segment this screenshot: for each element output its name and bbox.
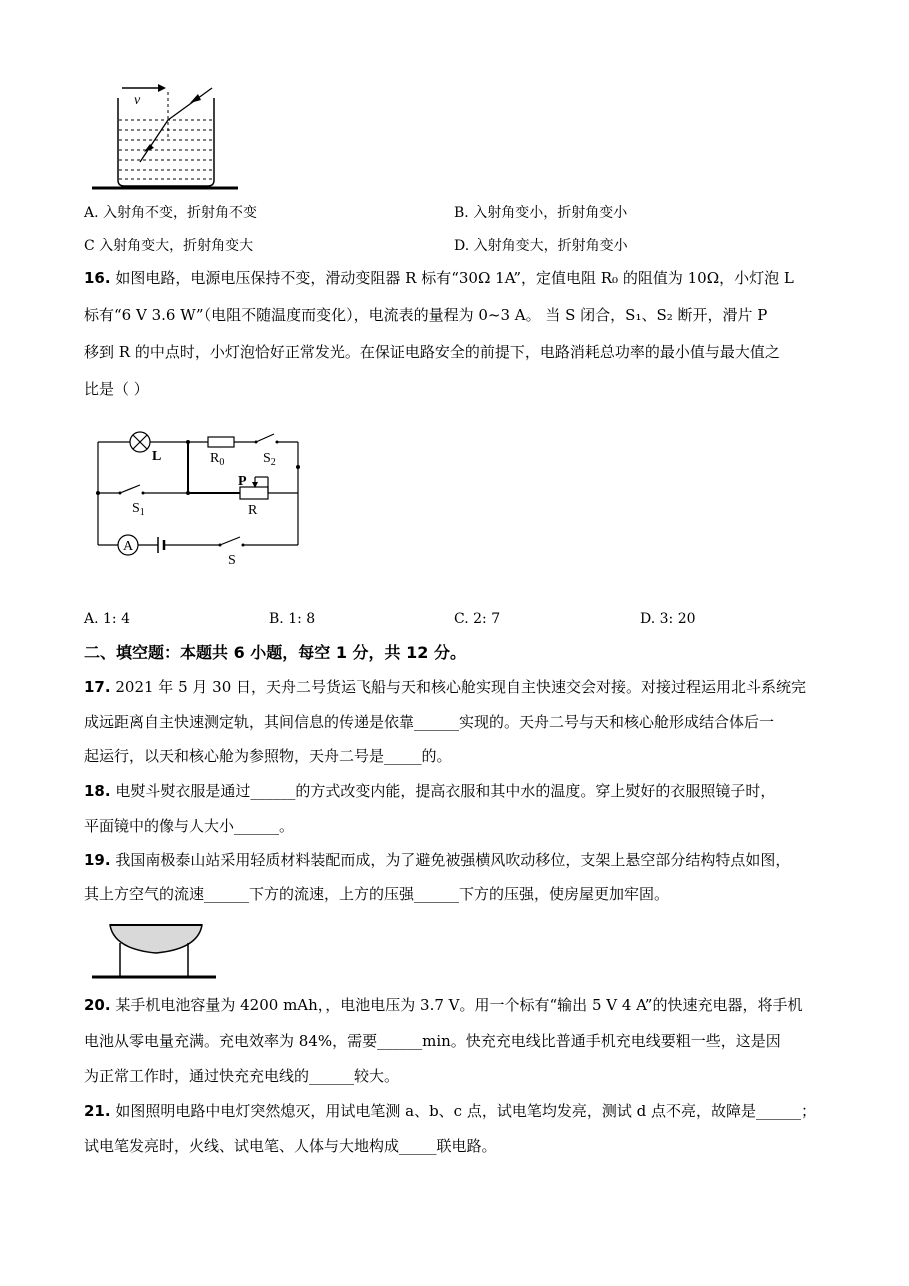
q17-line-2: 成远距离自主快速测定轨，其间信息的传递是依靠______实现的。天舟二号与天和核心舱形成结合体后一 — [84, 713, 775, 731]
q16-option-c: C. 2: 7 — [454, 611, 501, 627]
q21-line-2: 试电笔发亮时，火线、试电笔、人体与大地构成_____联电路。 — [84, 1137, 497, 1155]
velocity-label: v — [134, 93, 141, 108]
slider-p-label: P — [238, 474, 247, 489]
q16-line-1: 16. 如图电路，电源电压保持不变，滑动变阻器 R 标有“30Ω 1A”，定值电阻 R₀ 的阻值为 10Ω，小灯泡 L — [84, 269, 794, 287]
lamp-label: L — [152, 449, 162, 464]
q16-line-4: 比是（ ） — [84, 380, 149, 398]
q17-line-1: 17. 2021 年 5 月 30 日，天舟二号货运飞船与天和核心舱实现自主快速交会对接。对接过程运用北斗系统完 — [84, 678, 807, 696]
rheostat-r-label: R — [248, 503, 258, 518]
q19-station-figure — [90, 915, 220, 985]
q20-line-1: 20. 某手机电池容量为 4200 mAh，，电池电压为 3.7 V。用一个标有“输出 5 V 4 A”的快速充电器，将手机 — [84, 996, 803, 1014]
q19-line-2: 其上方空气的流速______下方的流速，上方的压强______下方的压强，使房屋更加牢固。 — [84, 885, 670, 903]
q18-line-2: 平面镜中的像与人大小______。 — [84, 817, 295, 835]
q15-option-d: D. 入射角变大，折射角变小 — [454, 238, 628, 254]
q19-line-1: 19. 我国南极泰山站采用轻质材料装配而成，为了避免被强横风吹动移位，支架上悬空部分结构特点如图， — [84, 851, 791, 869]
q16-circuit-diagram — [90, 420, 310, 570]
q15-option-a: A. 入射角不变，折射角不变 — [84, 205, 258, 221]
ammeter-label: A — [123, 539, 134, 554]
q21-line-1: 21. 如图照明电路中电灯突然熄灭，用试电笔测 a、b、c 点，试电笔均发亮，测试 d 点不亮，故障是______； — [84, 1102, 816, 1120]
q20-line-2: 电池从零电量充满。充电效率为 84%，需要______min。快充充电线比普通手机充电线要粗一些，这是因 — [84, 1032, 781, 1050]
s2-label: $S_2$ — [263, 451, 276, 468]
q16-number: 16. — [84, 269, 111, 287]
q16-option-b: B. 1: 8 — [269, 611, 316, 627]
s1-label: $S_1$ — [132, 501, 145, 518]
beaker-refraction-figure — [88, 80, 244, 195]
q16-option-d: D. 3: 20 — [640, 611, 696, 627]
s-label: S — [228, 553, 236, 568]
q16-option-a: A. 1: 4 — [84, 611, 130, 627]
q16-line-3: 移到 R 的中点时，小灯泡恰好正常发光。在保证电路安全的前提下，电路消耗总功率的最小值与最大值之 — [84, 343, 780, 361]
r0-label: $R_0$ — [210, 451, 225, 468]
q15-option-b: B. 入射角变小，折射角变小 — [454, 205, 628, 221]
q15-option-c: C 入射角变大，折射角变大 — [84, 238, 254, 254]
q16-line-2: 标有“6 V 3.6 W”（电阻不随温度而变化），电流表的量程为 0~3 A。 当 S 闭合，S₁、S₂ 断开，滑片 P — [84, 306, 768, 324]
q17-line-3: 起运行，以天和核心舱为参照物，天舟二号是_____的。 — [84, 747, 452, 765]
q18-line-1: 18. 电熨斗熨衣服是通过______的方式改变内能，提高衣服和其中水的温度。穿上熨好的衣服照镜子时， — [84, 782, 776, 800]
section-2-heading: 二、填空题：本题共 6 小题，每空 1 分，共 12 分。 — [84, 643, 466, 662]
q20-line-3: 为正常工作时，通过快充充电线的______较大。 — [84, 1067, 400, 1085]
